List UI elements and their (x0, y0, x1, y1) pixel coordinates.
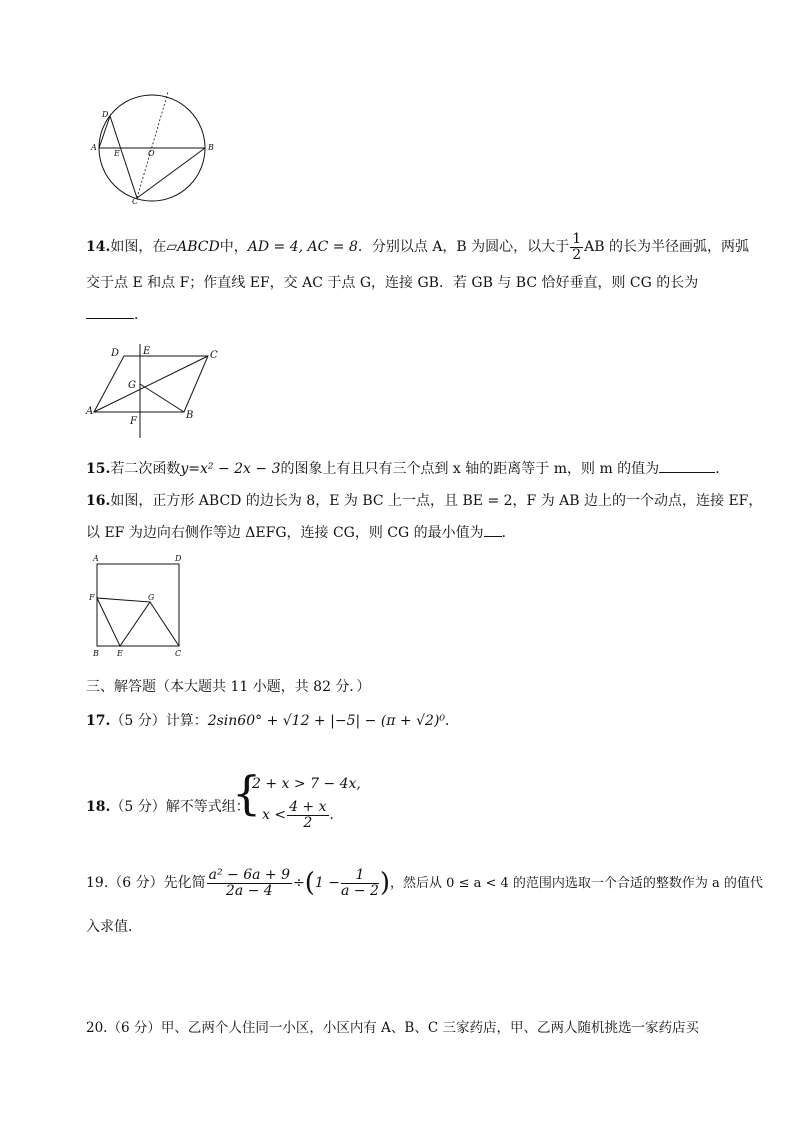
q19-text-a: （6 分）先化简 (108, 875, 206, 892)
q14-frac-top: 1 (572, 231, 582, 247)
label-e: E (143, 346, 151, 357)
q14-line1 (86, 232, 749, 262)
label-b: B (208, 143, 214, 152)
q18-inequality-1: 2 + x > 7 − 4x, (252, 776, 361, 792)
q16-answer-blank[interactable] (484, 522, 502, 537)
q18-text: （5 分）解不等式组： (110, 799, 250, 815)
label-c: C (132, 197, 139, 206)
q16-text-a: 如图，正方形 ABCD 的边长为 8，E 为 BC 上一点，且 BE = 2，F 为 AB 边上的一个动点，连接 EF， (110, 493, 763, 509)
q19-line1 (86, 868, 763, 898)
q14-condition: AD = 4, AC = 8 (247, 239, 358, 256)
q17-formula: 2sin60° + √12 + |−5| − (π + √2)⁰ (207, 713, 446, 729)
q14-frac-bottom: 2 (572, 246, 582, 263)
label-f: F (89, 593, 95, 602)
label-f: F (130, 416, 137, 427)
q17-end: ． (445, 713, 460, 729)
square-abcd (97, 564, 179, 646)
label-d: D (111, 348, 120, 359)
label-a: A (86, 406, 94, 417)
q19-paren-open: ( (304, 868, 315, 899)
label-a: A (93, 554, 99, 563)
label-g: G (128, 380, 136, 391)
segment-gb (140, 384, 184, 412)
figure-circle-diagram (88, 88, 218, 206)
q14-parallelogram: ▱ABCD (166, 239, 220, 256)
q19-frac1-top: a² − 6a + 9 (208, 867, 291, 883)
label-d: D (175, 554, 182, 563)
label-c: C (210, 350, 218, 361)
triangle-efg (97, 598, 150, 646)
q19-paren-text: 1 − (314, 875, 340, 892)
section-3-heading: 三、解答题（本大题共 11 小题，共 82 分．） (86, 679, 371, 695)
q14-end: ． (134, 307, 148, 323)
q19-fraction-2 (341, 868, 379, 898)
q14-text-e: ．分别以点 A，B 为圆心，以大于 (357, 239, 570, 256)
q16-end: ． (501, 525, 516, 541)
q14-text-a: 如图，在 (110, 239, 167, 256)
q14-line3 (86, 304, 148, 324)
q18-ineq2-end: . (329, 807, 334, 824)
q19-frac2-top: 1 (341, 868, 379, 884)
q15-text-b: 的图象上有且只有三个点到 x 轴的距离等于 m，则 m 的值为 (280, 461, 660, 477)
q18-frac-top: 4 + x (289, 799, 327, 815)
question-20 (86, 1016, 699, 1036)
dashed-line-co (137, 92, 168, 198)
q15-number: 15. (86, 461, 111, 477)
label-o: O (148, 149, 155, 158)
q19-frac1-bottom: 2a − 4 (225, 882, 273, 899)
label-e: E (117, 649, 123, 658)
label-c: C (175, 649, 182, 658)
q18-brace: { (232, 766, 262, 820)
q16-number: 16. (86, 493, 111, 509)
q14-number: 14. (86, 239, 111, 256)
label-b: B (93, 649, 99, 658)
chord-ad (99, 116, 110, 148)
q18-frac-bottom: 2 (303, 814, 313, 831)
label-e: E (114, 149, 120, 158)
q18-ineq2-left: x < (262, 807, 287, 824)
q15-answer-blank[interactable] (659, 458, 715, 473)
q19-fraction-1 (207, 868, 292, 898)
figure-square (88, 552, 188, 660)
label-b: B (186, 410, 194, 421)
label-d: D (102, 110, 109, 119)
q17-text: （5 分）计算： (110, 713, 208, 729)
q15-text-a: 若二次函数 (110, 461, 181, 477)
q14-text-f: AB 的长为半径画弧，两弧 (584, 239, 749, 256)
q19-frac2-bottom: a − 2 (341, 882, 379, 899)
q16-line1 (86, 490, 762, 510)
q19-number: 19. (86, 875, 109, 892)
q14-fraction (570, 232, 583, 262)
segment-cg (150, 602, 179, 646)
diagonal-ac (94, 356, 208, 412)
q15-end: ． (715, 461, 730, 477)
q14-text-c: 中， (219, 239, 248, 256)
q16-text-b: 以 EF 为边向右侧作等边 ΔEFG，连接 CG，则 CG 的最小值为 (86, 525, 484, 541)
q18-number: 18. (86, 799, 111, 815)
label-g: G (148, 593, 155, 602)
q18-inequality-2 (262, 800, 334, 830)
q19-line2: 入求值． (86, 919, 142, 935)
q14-answer-blank[interactable] (86, 304, 134, 319)
q17-number: 17. (86, 713, 111, 729)
q18-fraction (287, 800, 328, 830)
q20-number: 20. (86, 1020, 108, 1036)
q14-line2: 交于点 E 和点 F；作直线 EF，交 AC 于点 G，连接 GB．若 GB 与 BC 恰好垂直，则 CG 的长为 (86, 275, 699, 291)
q15-formula: y=x² − 2x − 3 (180, 461, 281, 477)
label-a: A (91, 143, 97, 152)
q19-paren-close: ) (379, 868, 391, 899)
question-17 (86, 710, 459, 730)
q20-text: （6 分）甲、乙两个人住同一小区，小区内有 A、B、C 三家药店，甲、乙两人随机挑选一家药店买 (107, 1020, 699, 1036)
question-15 (86, 458, 729, 478)
figure-parallelogram (84, 340, 224, 440)
q19-text-b: ，然后从 0 ≤ a < 4 的范围内选取一个合适的整数作为 a 的值代 (390, 876, 763, 892)
q19-operator: ÷ (293, 875, 305, 892)
q16-line2 (86, 522, 516, 542)
q18-label (86, 796, 250, 816)
